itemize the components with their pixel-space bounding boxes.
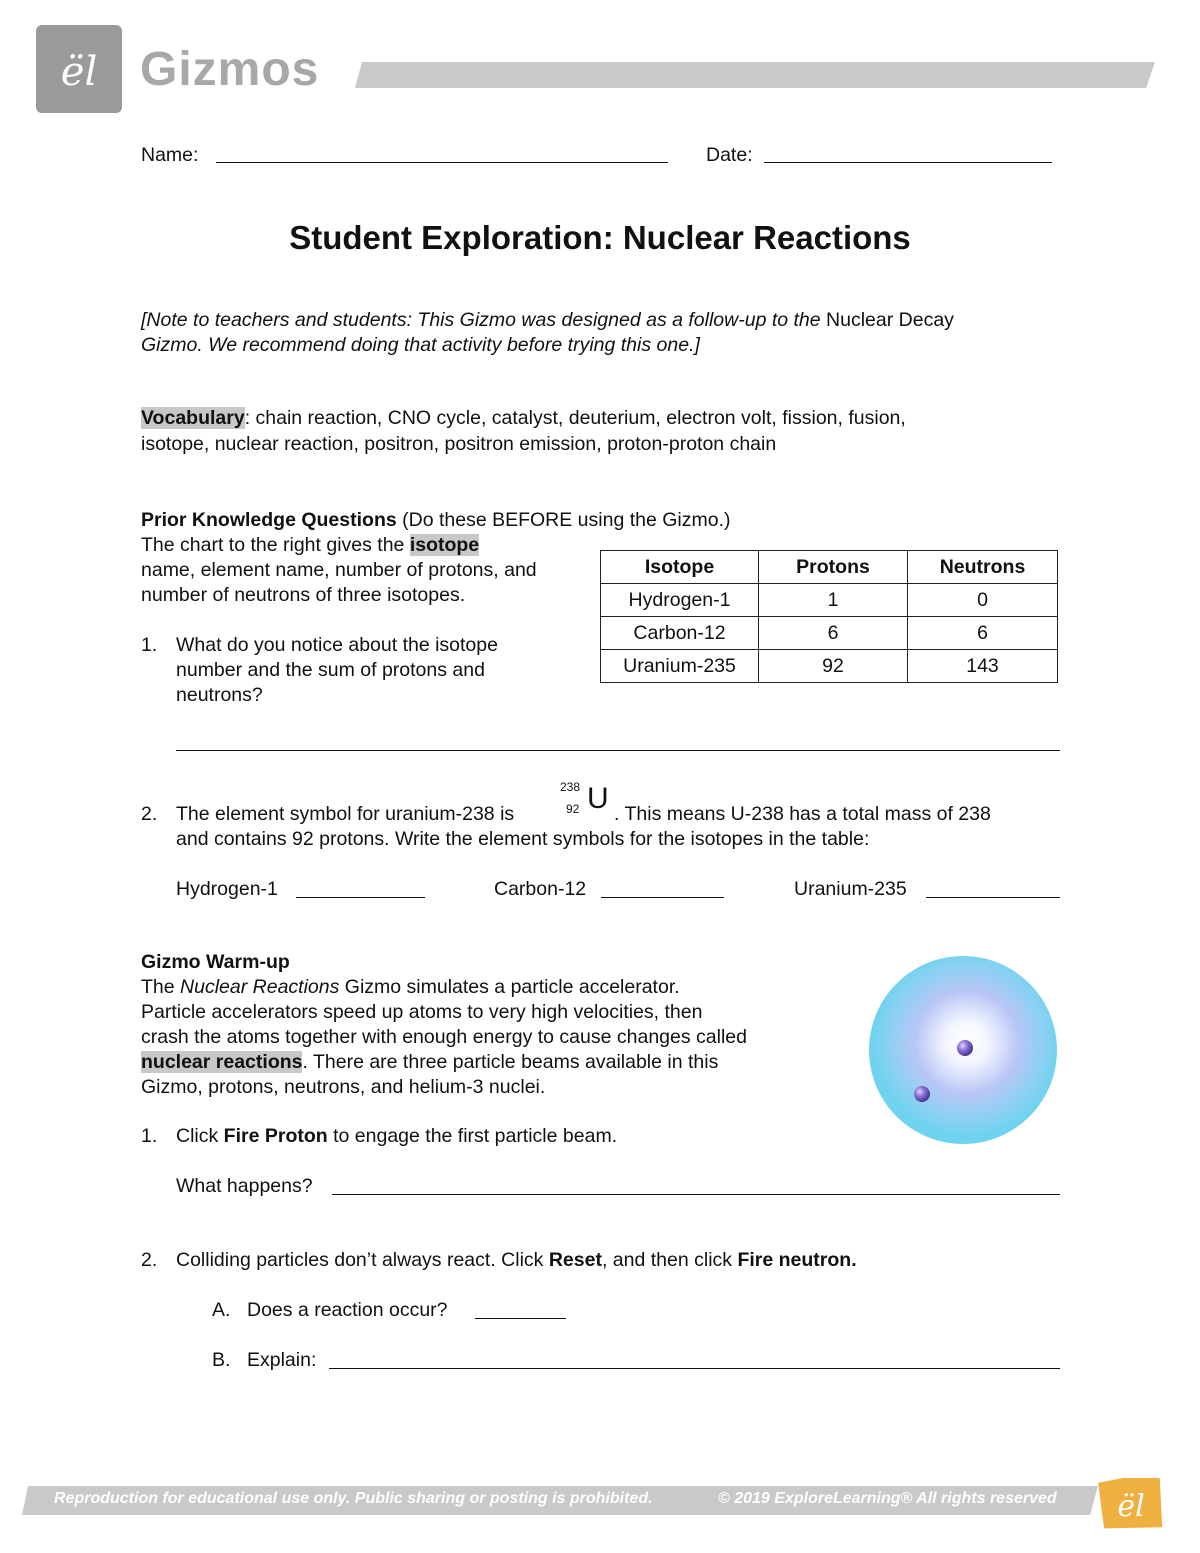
atom-illustration — [866, 953, 1060, 1147]
isotope-table — [600, 550, 1058, 683]
explain-field[interactable] — [329, 1368, 1060, 1369]
question-2-line-1a: The element symbol for uranium-238 is — [176, 803, 515, 825]
table-cell: 6 — [759, 617, 908, 650]
uranium-blank-label: Uranium-235 — [794, 878, 907, 900]
table-cell: Hydrogen-1 — [601, 584, 759, 617]
table-header-cell: Protons — [759, 551, 908, 584]
carbon-blank-label: Carbon-12 — [494, 878, 587, 900]
warmup-line-4: nuclear reactions. There are three particle beams available in this — [141, 1051, 719, 1073]
part-b-label: B. — [212, 1349, 231, 1371]
particle-icon — [957, 1040, 973, 1056]
uranium-mass-number: 238 — [560, 780, 581, 794]
table-cell: 6 — [908, 617, 1058, 650]
footer-reproduction-notice: Reproduction for educational use only. Public sharing or posting is prohibited. — [54, 1490, 653, 1507]
part-a-label: A. — [212, 1299, 231, 1321]
table-cell: 92 — [759, 650, 908, 683]
question-1-line-3: neutrons? — [176, 684, 263, 706]
question-1-line-2: number and the sum of protons and — [176, 659, 485, 681]
table-row — [601, 650, 1058, 683]
name-label: Name: — [141, 144, 199, 166]
warmup-line-3: crash the atoms together with enough energy to cause changes called — [141, 1026, 747, 1048]
reaction-occur-field[interactable] — [475, 1318, 566, 1319]
table-row — [601, 584, 1058, 617]
table-cell: 143 — [908, 650, 1058, 683]
prior-intro-line-3: number of neutrons of three isotopes. — [141, 584, 466, 606]
particle-icon — [914, 1086, 930, 1102]
vocabulary-line-1: Vocabulary: chain reaction, CNO cycle, catalyst, deuterium, electron volt, fission, fusion, — [141, 407, 906, 429]
uranium-atomic-number: 92 — [566, 802, 580, 816]
table-header-cell: Isotope — [601, 551, 759, 584]
isotope-term: isotope — [409, 534, 480, 556]
vocabulary-label: Vocabulary — [141, 407, 245, 429]
table-cell: Carbon-12 — [601, 617, 759, 650]
warmup-line-5: Gizmo, protons, neutrons, and helium-3 nuclei. — [141, 1076, 546, 1098]
date-field[interactable] — [764, 162, 1052, 163]
table-row — [601, 617, 1058, 650]
hydrogen-blank-label: Hydrogen-1 — [176, 878, 278, 900]
part-b-text: Explain: — [247, 1349, 317, 1371]
question-1-number: 1. — [141, 634, 158, 656]
brand-name: Gizmos — [140, 43, 320, 96]
warmup-line-1: The Nuclear Reactions Gizmo simulates a particle accelerator. — [141, 976, 680, 998]
uranium-symbol-field[interactable] — [926, 897, 1060, 898]
warmup-question-2-number: 2. — [141, 1249, 158, 1271]
nuclear-reactions-term: nuclear reactions — [141, 1051, 303, 1073]
table-cell: Uranium-235 — [601, 650, 759, 683]
warmup-question-1-text: Click Fire Proton to engage the first particle beam. — [176, 1125, 618, 1147]
explorelearning-logo — [36, 25, 122, 113]
uranium-symbol: U — [587, 782, 609, 815]
warmup-question-2-text: Colliding particles don’t always react. Click Reset, and then click Fire neutron. — [176, 1249, 857, 1271]
what-happens-label: What happens? — [176, 1175, 313, 1197]
prior-intro-line-2: name, element name, number of protons, and — [141, 559, 537, 581]
question-2-line-1b: . This means U-238 has a total mass of 238 — [614, 803, 991, 825]
svg-text:ël: ël — [60, 49, 98, 95]
part-a-text: Does a reaction occur? — [247, 1299, 448, 1321]
carbon-symbol-field[interactable] — [601, 897, 724, 898]
prior-knowledge-heading: Prior Knowledge Questions (Do these BEFORE using the Gizmo.) — [141, 509, 731, 531]
warmup-heading: Gizmo Warm-up — [141, 951, 290, 973]
note-line-2: Gizmo. We recommend doing that activity before trying this one.] — [141, 334, 700, 356]
question-1-line-1: What do you notice about the isotope — [176, 634, 498, 656]
logo-glyph-icon — [36, 25, 122, 113]
question-1-answer-field[interactable] — [176, 750, 1060, 751]
date-label: Date: — [706, 144, 753, 166]
name-field[interactable] — [216, 162, 668, 163]
table-header-row — [601, 551, 1058, 584]
warmup-line-2: Particle accelerators speed up atoms to very high velocities, then — [141, 1001, 703, 1023]
question-2-line-2: and contains 92 protons. Write the element symbols for the isotopes in the table: — [176, 828, 870, 850]
vocabulary-line-2: isotope, nuclear reaction, positron, positron emission, proton-proton chain — [141, 433, 777, 455]
table-cell: 0 — [908, 584, 1058, 617]
what-happens-field[interactable] — [332, 1194, 1060, 1195]
note-line-1: [Note to teachers and students: This Gizmo was designed as a follow-up to the Nuclear Decay — [141, 309, 954, 331]
hydrogen-symbol-field[interactable] — [296, 897, 425, 898]
footer-copyright: © 2019 ExploreLearning® All rights reserved — [718, 1490, 1057, 1507]
svg-text:ël: ël — [1117, 1489, 1145, 1524]
warmup-question-1-number: 1. — [141, 1125, 158, 1147]
page-title: Student Exploration: Nuclear Reactions — [289, 219, 911, 256]
question-2-number: 2. — [141, 803, 158, 825]
prior-intro-line-1: The chart to the right gives the isotope — [141, 534, 480, 556]
explorelearning-badge-icon — [1098, 1478, 1165, 1533]
table-cell: 1 — [759, 584, 908, 617]
table-header-cell: Neutrons — [908, 551, 1058, 584]
